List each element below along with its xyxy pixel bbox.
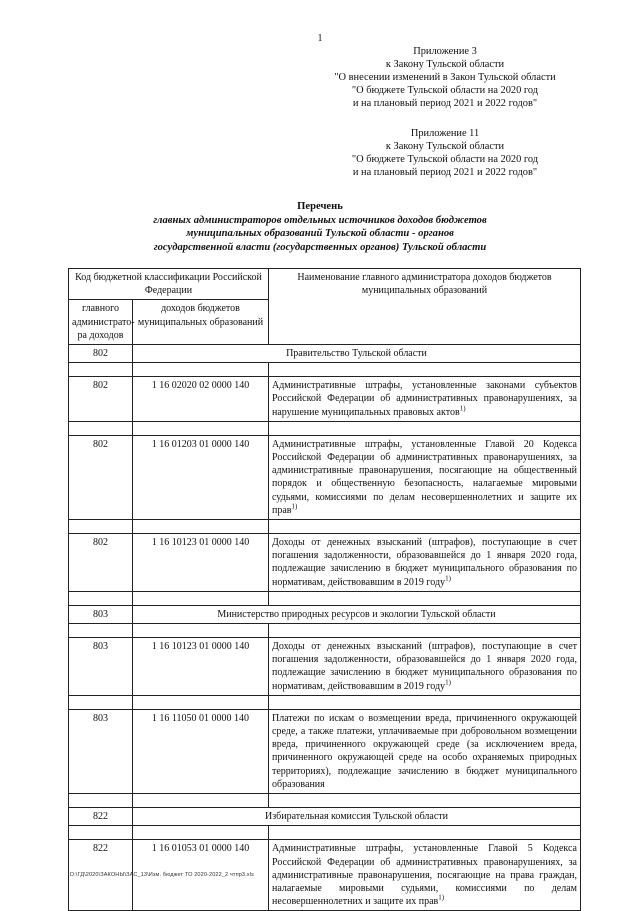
table-row	[69, 534, 581, 592]
revenue-name-cell	[269, 638, 581, 696]
spacer-row	[69, 363, 581, 377]
appendix-header	[320, 45, 570, 110]
admin-code-cell: 802	[69, 345, 133, 363]
page-number: 1	[317, 33, 323, 44]
appendix-line: Приложение 11	[410, 128, 480, 139]
spacer-cell	[269, 421, 581, 435]
appendix-line: "О бюджете Тульской области на 2020 год	[351, 154, 539, 165]
group-row	[69, 345, 581, 363]
budget-code-cell: 1 16 11050 01 0000 140	[133, 709, 269, 793]
appendix-line: к Закону Тульской области	[385, 141, 505, 152]
admin-code-cell: 802	[69, 534, 133, 592]
group-name-cell: Министерство природных ресурсов и экологии Тульской области	[133, 605, 581, 623]
appendix-line: и на плановый период 2021 и 2022 годов"	[352, 167, 538, 178]
administrators-table	[68, 268, 581, 911]
spacer-cell	[133, 421, 269, 435]
spacer-cell	[269, 520, 581, 534]
revenue-name-text: Административные штрафы, установленные законами субъектов Российской Федерации об административных правонарушениях, за нарушение муниципальных правовых актов	[272, 380, 577, 418]
admin-code-cell: 802	[69, 377, 133, 422]
spacer-cell	[133, 363, 269, 377]
header-admin: главного администрато-ра доходов	[69, 300, 133, 345]
appendix-line: "О бюджете Тульской области на 2020 год	[351, 85, 539, 96]
footnote-marker: 1)	[438, 893, 445, 902]
appendix-line: "О внесении изменений в Закон Тульской области	[334, 72, 556, 83]
revenue-name-cell	[269, 840, 581, 911]
revenue-name-text: Доходы от денежных взысканий (штрафов), поступающие в счет погашения задолженности, образовавшейся до 1 января 2020 года, подлежащие зачислению в бюджет муниципального образования по нормативам, действовавшим в 2019 году	[272, 537, 577, 588]
spacer-cell	[69, 695, 133, 709]
spacer-row	[69, 695, 581, 709]
spacer-cell	[133, 826, 269, 840]
title-line: главных администраторов отдельных источников доходов бюджетов	[153, 214, 487, 226]
spacer-row	[69, 624, 581, 638]
table-row	[69, 638, 581, 696]
spacer-cell	[269, 363, 581, 377]
spacer-cell	[69, 421, 133, 435]
group-row	[69, 605, 581, 623]
spacer-cell	[69, 826, 133, 840]
table-row	[69, 709, 581, 793]
admin-code-cell: 822	[69, 840, 133, 911]
spacer-row	[69, 520, 581, 534]
revenue-name-text: Доходы от денежных взысканий (штрафов), поступающие в счет погашения задолженности, образовавшейся до 1 января 2020 года, подлежащие зачислению в бюджет муниципального образования по нормативам, действовавшим в 2019 году	[272, 641, 577, 692]
title-line: Перечень	[297, 201, 343, 212]
spacer-cell	[133, 794, 269, 808]
revenue-name-text: Платежи по искам о возмещении вреда, причиненного окружающей среде, а также платежи, уплачиваемые при добровольном возмещении вреда, причиненного окружающей среде (за исключением вреда, причиненного окружающей среде на особо охраняемых природных территориях), подлежащие зачислению в бюджет муниципального образования	[272, 712, 577, 790]
revenue-name-text: Административные штрафы, установленные Главой 5 Кодекса Российской Федерации об административных правонарушениях, за административные правонарушения, посягающие на права граждан, налагаемые мировыми судьями, комиссиями по делам несовершеннолетних и защите их прав	[272, 843, 577, 908]
header-name: Наименование главного администратора доходов бюджетов муниципальных образований	[269, 269, 581, 345]
spacer-cell	[133, 520, 269, 534]
appendix-line: Приложение 3	[413, 46, 477, 57]
spacer-cell	[269, 624, 581, 638]
footnote-marker: 1)	[291, 502, 298, 511]
spacer-cell	[269, 695, 581, 709]
appendix-line: и на плановый период 2021 и 2022 годов"	[352, 98, 538, 109]
revenue-name-cell	[269, 534, 581, 592]
admin-code-cell: 803	[69, 638, 133, 696]
title-line: государственной власти (государственных органов) Тульской области	[153, 241, 487, 253]
footnote-marker: 1)	[459, 404, 466, 413]
table-header-row	[69, 269, 581, 300]
document-title	[110, 200, 530, 254]
spacer-cell	[69, 591, 133, 605]
spacer-cell	[269, 591, 581, 605]
revenue-name-cell	[269, 377, 581, 422]
table-row	[69, 435, 581, 519]
spacer-cell	[69, 520, 133, 534]
spacer-row	[69, 591, 581, 605]
admin-code-cell: 822	[69, 808, 133, 826]
admin-code-cell: 803	[69, 605, 133, 623]
budget-code-cell: 1 16 10123 01 0000 140	[133, 638, 269, 696]
admin-code-cell: 802	[69, 435, 133, 519]
budget-code-cell: 1 16 01053 01 0000 140	[133, 840, 269, 911]
appendix-header-2	[320, 127, 570, 179]
revenue-name-text: Административные штрафы, установленные Главой 20 Кодекса Российской Федерации об административных правонарушениях, за административные правонарушения, посягающие на общественный порядок и общественную безопасность, налагаемые мировыми судьями, комиссиями по делам несовершеннолетних и защите их прав	[272, 438, 577, 516]
spacer-row	[69, 794, 581, 808]
footnote-marker: 1)	[445, 574, 451, 583]
spacer-cell	[269, 826, 581, 840]
admin-code-cell: 803	[69, 709, 133, 793]
revenue-name-cell	[269, 709, 581, 793]
title-line: муниципальных образований Тульской области - органов	[186, 228, 454, 239]
spacer-cell	[69, 794, 133, 808]
spacer-cell	[133, 624, 269, 638]
revenue-name-cell	[269, 435, 581, 519]
file-path-footer: D:\ГД\2020\ЗАКОНЫ\ЗАС_13\Изм. бюджет ТО 2020-2022_2 чтпр3.xls	[70, 872, 254, 878]
budget-code-cell: 1 16 01203 01 0000 140	[133, 435, 269, 519]
spacer-cell	[269, 794, 581, 808]
spacer-cell	[69, 363, 133, 377]
spacer-row	[69, 826, 581, 840]
spacer-cell	[133, 695, 269, 709]
spacer-cell	[69, 624, 133, 638]
header-code: Код бюджетной классификации Российской Федерации	[69, 269, 269, 300]
group-name-cell: Правительство Тульской области	[133, 345, 581, 363]
budget-code-cell: 1 16 02020 02 0000 140	[133, 377, 269, 422]
budget-code-cell: 1 16 10123 01 0000 140	[133, 534, 269, 592]
footnote-marker: 1)	[445, 678, 451, 687]
table-row	[69, 377, 581, 422]
appendix-line: к Закону Тульской области	[385, 59, 505, 70]
group-row	[69, 808, 581, 826]
group-name-cell: Избирательная комиссия Тульской области	[133, 808, 581, 826]
spacer-row	[69, 421, 581, 435]
header-income: доходов бюджетов муниципальных образований	[133, 300, 269, 345]
spacer-cell	[133, 591, 269, 605]
